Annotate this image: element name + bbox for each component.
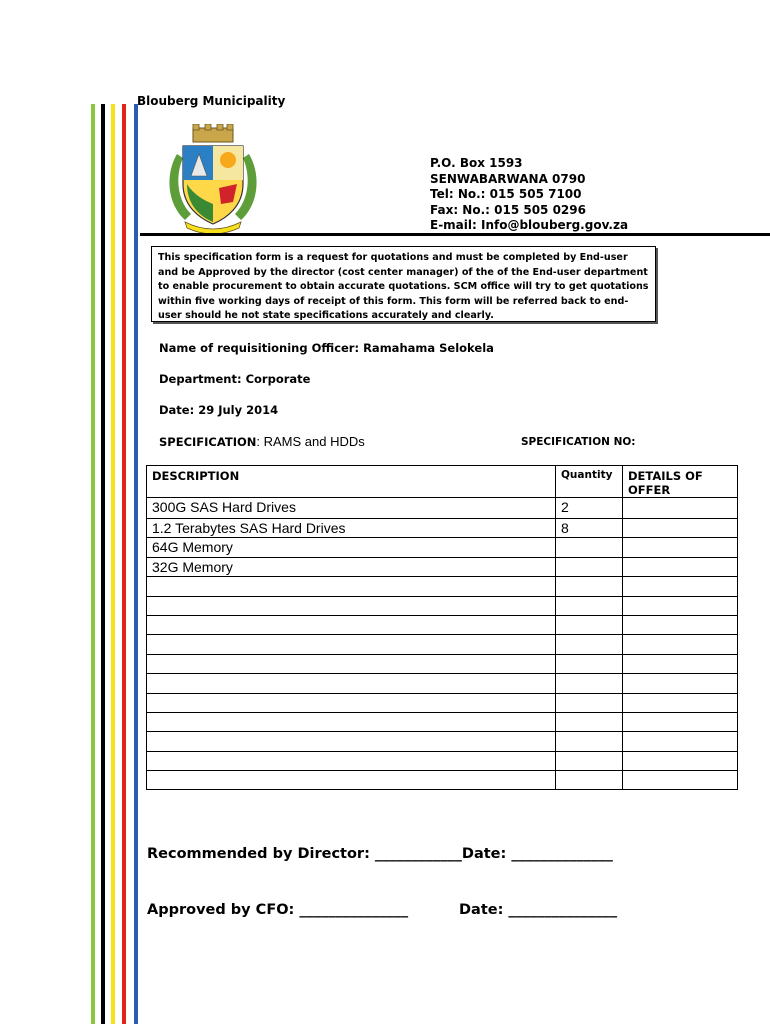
cell-details xyxy=(623,577,738,596)
address-line: P.O. Box 1593 xyxy=(430,156,523,170)
table-row xyxy=(147,712,738,731)
table-row xyxy=(147,557,738,576)
cell-quantity xyxy=(556,557,623,576)
cell-details xyxy=(623,654,738,673)
stripe-red xyxy=(122,104,126,1024)
cell-details xyxy=(623,557,738,576)
municipality-title: Blouberg Municipality xyxy=(137,94,286,108)
cell-quantity xyxy=(556,751,623,770)
specification-notice: This specification form is a request for quotations and must be completed by End-user and be Approved by the director (cost center manager) of the of the End-user department to enable procurement to obtain accurate quotations. SCM office will try to get quotations within five working days of receipt of this form. This form will be referred back to end-user should he not state specifications accurately and clearly. xyxy=(151,246,656,322)
specification-number-label: SPECIFICATION NO: xyxy=(521,436,636,448)
table-row xyxy=(147,635,738,654)
specification-value: : RAMS and HDDs xyxy=(256,434,365,449)
cell-description xyxy=(147,732,556,751)
address-block xyxy=(430,156,628,234)
cell-quantity xyxy=(556,693,623,712)
cell-quantity xyxy=(556,596,623,615)
approved-by-cfo: Approved by CFO: _______________ xyxy=(147,902,409,918)
address-line: SENWABARWANA 0790 xyxy=(430,171,586,186)
header-divider xyxy=(140,233,770,236)
cell-details xyxy=(623,615,738,634)
items-table xyxy=(146,465,738,790)
cell-description xyxy=(147,615,556,634)
cell-details xyxy=(623,498,738,519)
cell-description: 300G SAS Hard Drives xyxy=(147,498,556,519)
cell-description xyxy=(147,596,556,615)
cell-quantity xyxy=(556,712,623,731)
request-date: Date: 29 July 2014 xyxy=(159,403,279,417)
cell-description xyxy=(147,771,556,790)
cell-details xyxy=(623,732,738,751)
header-quantity: Quantity xyxy=(556,466,623,498)
municipal-crest-logo xyxy=(163,124,263,236)
cell-details xyxy=(623,751,738,770)
header-description: DESCRIPTION xyxy=(147,466,556,498)
cell-details xyxy=(623,771,738,790)
table-row xyxy=(147,693,738,712)
table-row xyxy=(147,654,738,673)
cell-quantity xyxy=(556,771,623,790)
table-row xyxy=(147,498,738,519)
stripe-blue xyxy=(134,104,138,1024)
table-row xyxy=(147,751,738,770)
cell-quantity xyxy=(556,654,623,673)
cell-description xyxy=(147,712,556,731)
cell-description: 32G Memory xyxy=(147,557,556,576)
table-row xyxy=(147,577,738,596)
cell-details xyxy=(623,635,738,654)
cell-details xyxy=(623,538,738,557)
cell-details xyxy=(623,596,738,615)
cell-quantity: 2 xyxy=(556,498,623,519)
cell-quantity xyxy=(556,732,623,751)
table-row xyxy=(147,732,738,751)
cell-details xyxy=(623,674,738,693)
cell-description xyxy=(147,654,556,673)
address-line: E-mail: Info@blouberg.gov.za xyxy=(430,218,629,233)
address-line: Fax: No.: 015 505 0296 xyxy=(430,202,586,217)
department: Department: Corporate xyxy=(159,372,311,386)
cell-details xyxy=(623,712,738,731)
recommended-by-director: Recommended by Director: ____________Date: ______________ xyxy=(147,846,613,862)
header-details-of-offer: DETAILS OF OFFER xyxy=(623,466,738,498)
table-row xyxy=(147,615,738,634)
table-row xyxy=(147,538,738,557)
table-row xyxy=(147,674,738,693)
address-line: Tel: No.: 015 505 7100 xyxy=(430,187,582,202)
stripe-black xyxy=(101,104,105,1024)
cell-quantity xyxy=(556,577,623,596)
cell-description: 1.2 Terabytes SAS Hard Drives xyxy=(147,519,556,538)
cell-description xyxy=(147,577,556,596)
cell-quantity xyxy=(556,635,623,654)
cell-description xyxy=(147,635,556,654)
requisitioning-officer: Name of requisitioning Officer: Ramahama Selokela xyxy=(159,341,494,355)
cell-details xyxy=(623,519,738,538)
cell-description xyxy=(147,674,556,693)
table-row xyxy=(147,519,738,538)
cell-description xyxy=(147,693,556,712)
specification-label: SPECIFICATION xyxy=(159,435,257,449)
specification-field xyxy=(159,434,365,449)
cell-quantity xyxy=(556,615,623,634)
cell-description xyxy=(147,751,556,770)
cell-quantity xyxy=(556,674,623,693)
table-row xyxy=(147,596,738,615)
cell-details xyxy=(623,693,738,712)
cell-quantity: 8 xyxy=(556,519,623,538)
cell-description: 64G Memory xyxy=(147,538,556,557)
table-row xyxy=(147,771,738,790)
cell-quantity xyxy=(556,538,623,557)
table-header-row xyxy=(147,466,738,498)
approved-date: Date: _______________ xyxy=(459,902,618,918)
stripe-yellow xyxy=(111,104,115,1024)
stripe-green xyxy=(91,104,95,1024)
